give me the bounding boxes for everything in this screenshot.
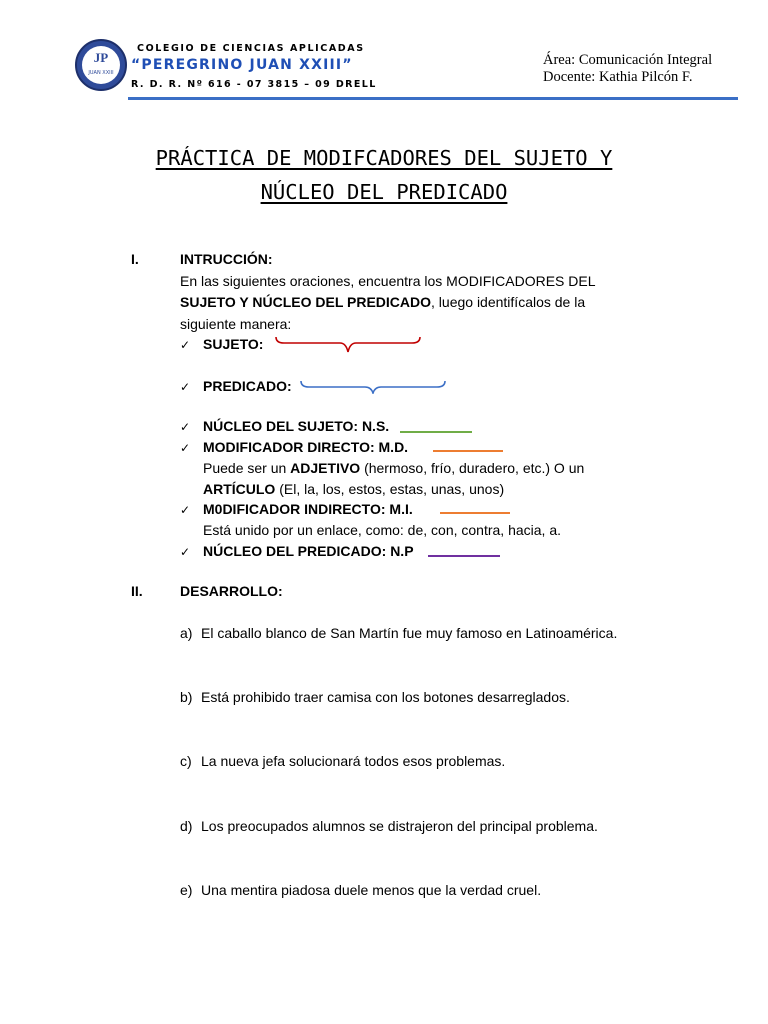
sentence-e-label: e) [180, 882, 193, 898]
intro-line3: siguiente manera: [180, 316, 292, 332]
sentence-b-label: b) [180, 689, 193, 705]
md-note-line1: Puede ser un ADJETIVO (hermoso, frío, duradero, etc.) O un [203, 460, 585, 476]
section2-heading: DESARROLLO: [180, 583, 283, 599]
mod-directo-label: MODIFICADOR DIRECTO: M.D. [203, 439, 409, 455]
checkmark-icon: ✓ [180, 441, 191, 455]
sentence-a: El caballo blanco de San Martín fue muy famoso en Latinoamérica. [201, 625, 618, 641]
checkmark-icon: ✓ [180, 420, 191, 434]
sentence-a-label: a) [180, 625, 193, 641]
sujeto-brace-icon [274, 334, 422, 356]
school-name-line2: “PEREGRINO JUAN XXIII” [131, 57, 353, 73]
checkmark-icon: ✓ [180, 503, 191, 517]
sentence-c: La nueva jefa solucionará todos esos problemas. [201, 753, 506, 769]
section1-heading: INTRUCCIÓN: [180, 251, 273, 267]
school-name-line1: COLEGIO DE CIENCIAS APLICADAS [137, 43, 365, 54]
mi-note: Está unido por un enlace, como: de, con, contra, hacia, a. [203, 522, 561, 538]
intro-line1: En las siguientes oraciones, encuentra los MODIFICADORES DEL [180, 273, 596, 289]
teacher-label: Docente: Kathia Pilcón F. [543, 69, 693, 85]
nucleo-sujeto-label: NÚCLEO DEL SUJETO: N.S. [203, 418, 390, 434]
checkmark-icon: ✓ [180, 380, 191, 394]
np-underline [428, 555, 500, 557]
school-resolution: R. D. R. Nº 616 - 07 3815 – 09 DRELL [131, 79, 377, 90]
md-underline [433, 450, 503, 452]
school-logo [74, 38, 128, 92]
intro-line2: SUJETO Y NÚCLEO DEL PREDICADO, luego identifícalos de la [180, 294, 586, 310]
predicado-label: PREDICADO: [203, 378, 292, 394]
predicado-brace-icon [299, 378, 447, 394]
sujeto-label: SUJETO: [203, 336, 264, 352]
section2-numeral: II. [131, 583, 143, 599]
mod-indirecto-label: M0DIFICADOR INDIRECTO: M.I. [203, 501, 413, 517]
page-title-line1: PRÁCTICA DE MODIFCADORES DEL SUJETO Y [155, 146, 613, 170]
sentence-b: Está prohibido traer camisa con los botones desarreglados. [201, 689, 570, 705]
checkmark-icon: ✓ [180, 338, 191, 352]
md-note-line2: ARTÍCULO (El, la, los, estos, estas, unas, unos) [203, 481, 505, 497]
page-title-line2: NÚCLEO DEL PREDICADO [260, 180, 508, 204]
header-divider [128, 97, 738, 100]
sentence-d: Los preocupados alumnos se distrajeron del principal problema. [201, 818, 598, 834]
section1-numeral: I. [131, 251, 139, 267]
mi-underline [440, 512, 510, 514]
nucleo-predicado-label: NÚCLEO DEL PREDICADO: N.P [203, 543, 414, 559]
ns-underline [400, 431, 472, 433]
svg-text:JP: JP [93, 50, 109, 65]
checkmark-icon: ✓ [180, 545, 191, 559]
sentence-c-label: c) [180, 753, 192, 769]
header-info [543, 52, 712, 86]
sentence-e: Una mentira piadosa duele menos que la verdad cruel. [201, 882, 542, 898]
sentence-d-label: d) [180, 818, 193, 834]
area-label: Área: Comunicación Integral [543, 52, 713, 68]
svg-text:JUAN XXIII: JUAN XXIII [88, 70, 114, 76]
